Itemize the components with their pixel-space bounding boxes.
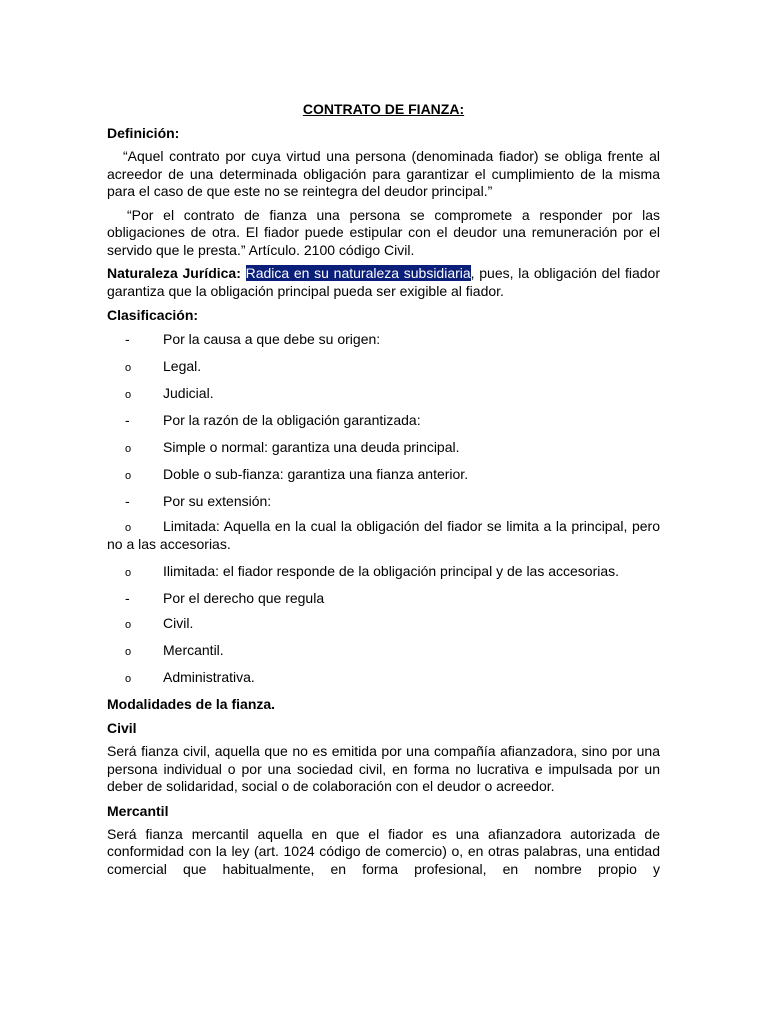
list-item-text: Ilimitada: el fiador responde de la obligación principal y de las accesorias. [163, 563, 620, 579]
selected-text-highlight[interactable]: Radica en su naturaleza subsidiaria [245, 265, 471, 281]
dash-bullet: - [125, 493, 130, 509]
circle-bullet: o [125, 646, 132, 658]
circle-bullet: o [125, 443, 132, 455]
circle-bullet: o [125, 673, 132, 685]
dash-bullet: - [125, 590, 130, 606]
mercantil-heading: Mercantil [107, 802, 169, 819]
list-item [107, 614, 660, 632]
list-item-text: Por la causa a que debe su origen: [163, 331, 381, 347]
list-item [107, 641, 660, 659]
list-item-text: Simple o normal: garantiza una deuda principal. [163, 439, 460, 455]
list-item-text: Legal. [163, 358, 202, 374]
list-item [107, 330, 660, 348]
circle-bullet: o [125, 470, 132, 482]
clasificacion-heading: Clasificación: [107, 307, 199, 323]
document-content [107, 100, 660, 884]
civil-paragraph: Será fianza civil, aquella que no es emitida por una compañía afianzadora, sino por una persona individual o por una sociedad civil, en forma no lucrativa e impulsada por un deber de solidaridad, social o de colaboración con el deudor o acreedor. [107, 743, 660, 794]
dash-bullet: - [125, 412, 130, 428]
list-item [107, 357, 660, 375]
list-item-text: Por su extensión: [163, 493, 272, 509]
list-item [107, 517, 660, 553]
circle-bullet: o [125, 567, 132, 579]
definicion-paragraph-1: “Aquel contrato por cuya virtud una persona (denominada fiador) se obliga frente al acreedor de una determinada obligación para garantizar el cumplimiento de la misma para el caso de que este no se reintegra del deudor principal.” [107, 148, 660, 199]
modalidades-heading: Modalidades de la fianza. [107, 696, 276, 712]
list-item [107, 589, 660, 607]
definicion-heading: Definición: [107, 125, 180, 141]
list-item-text: Doble o sub-fianza: garantiza una fianza anterior. [163, 466, 469, 482]
civil-heading: Civil [107, 720, 137, 736]
list-item-text: Por el derecho que regula [163, 590, 325, 606]
naturaleza-label: Naturaleza Jurídica: [107, 265, 241, 281]
naturaleza-text: , pues, la obligación del fiador garantiza que la obligación principal pueda ser exigible al fiador. [107, 265, 660, 299]
list-item [107, 411, 660, 429]
list-item-text: Por la razón de la obligación garantizada: [163, 412, 421, 428]
list-item [107, 492, 660, 510]
mercantil-paragraph: Será fianza mercantil aquella en que el fiador es una afianzadora autorizada de conformidad con la ley (art. 1024 código de comercio) o, en otras palabras, una entidad comercial que habitualmente, en forma profesional, en nombre propio y [107, 825, 660, 877]
dash-bullet: - [125, 331, 130, 347]
document-title: CONTRATO DE FIANZA: [302, 101, 465, 117]
list-item [107, 384, 660, 402]
list-item-text: Mercantil. [163, 642, 224, 658]
list-item [107, 668, 660, 686]
list-item-text: Judicial. [163, 385, 214, 401]
definicion-paragraph-2: “Por el contrato de fianza una persona se compromete a responder por las obligaciones de otra. El fiador puede estipular con el deudor una remuneración por el servido que le presta.” Artículo. 2100 código Civil. [107, 206, 660, 258]
circle-bullet: o [125, 619, 132, 631]
list-item [107, 562, 660, 580]
circle-bullet: o [125, 389, 132, 401]
list-item-text: Civil. [163, 615, 194, 631]
naturaleza-paragraph [107, 265, 660, 300]
list-item-text: Limitada: Aquella en la cual la obligación del fiador se limita a la principal, pero no a las accesorias. [107, 518, 660, 552]
list-item [107, 438, 660, 456]
circle-bullet: o [125, 522, 132, 534]
list-item [107, 465, 660, 483]
circle-bullet: o [125, 362, 132, 374]
list-item-text: Administrativa. [163, 669, 255, 685]
